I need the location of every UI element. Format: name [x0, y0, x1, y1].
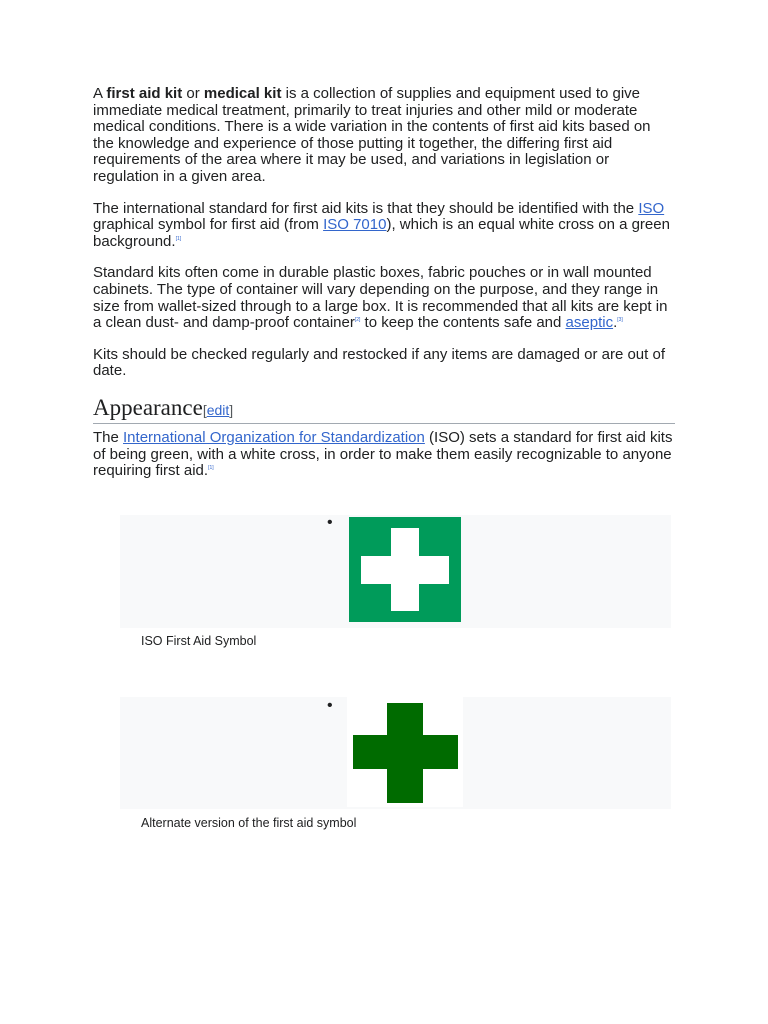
image-caption: Alternate version of the first aid symbol [141, 816, 357, 830]
bracket: ] [229, 401, 234, 418]
text: Standard kits often come in durable plastic boxes, fabric pouches or in wall mounted cabinets. The type of container will vary depending on the purpose, and they range in size from wallet-sized through to a large box. It is recommended that all kits are kept in a clean dust- and damp-proof container [93, 264, 668, 332]
cross-horizontal [353, 735, 458, 769]
cross-horizontal [361, 556, 449, 584]
text: A [93, 85, 107, 102]
list-bullet: • [327, 697, 333, 714]
text: or [182, 85, 204, 102]
heading-text: Appearance [93, 394, 203, 420]
link-iso[interactable]: ISO [638, 199, 665, 217]
link-iso-7010[interactable]: ISO 7010 [323, 216, 387, 234]
reference-link[interactable]: [1] [175, 235, 182, 242]
text: is a collection of supplies and equipment used to give immediate medical treatment, primarily to treat injuries and other mild or moderate medical conditions. There is a wide variation in the contents of first aid kits based on the knowledge and experience of those putting it together, the differing first aid requirements of the area where it may be used, and variations in legislation or regulation in a given area. [93, 85, 651, 185]
text: . [613, 314, 618, 332]
text: to keep the contents safe and [360, 314, 566, 332]
section-heading-appearance [93, 395, 675, 424]
link-aseptic[interactable]: aseptic [565, 314, 614, 332]
intro-paragraph-2 [93, 201, 675, 251]
reference-link[interactable]: [3] [617, 317, 623, 324]
link-iso-organization[interactable]: International Organization for Standardization [123, 428, 425, 446]
list-bullet: • [327, 514, 333, 531]
reference-link[interactable]: [2] [354, 317, 361, 324]
alternate-first-aid-symbol-icon[interactable] [347, 697, 463, 807]
intro-paragraph-4: Kits should be checked regularly and restocked if any items are damaged or are out of date. [93, 345, 665, 380]
text: (ISO) sets a standard for first aid kits of being green, with a white cross, in order to make them easily recognizable to anyone requiring first aid. [93, 428, 673, 480]
text: The [93, 428, 124, 446]
text: The international standard for first aid kits is that they should be identified with the [93, 199, 639, 217]
term-first-aid-kit: first aid kit [106, 85, 183, 102]
appearance-paragraph [93, 430, 675, 480]
intro-paragraph-3 [93, 265, 675, 331]
article-body [93, 86, 675, 495]
iso-first-aid-symbol-icon[interactable] [349, 517, 461, 622]
edit-section [203, 402, 233, 418]
term-medical-kit: medical kit [203, 85, 282, 102]
reference-link[interactable]: [1] [208, 465, 214, 472]
image-caption: ISO First Aid Symbol [141, 634, 257, 648]
intro-paragraph-1 [93, 86, 675, 186]
bracket: [ [202, 401, 207, 418]
text: ), which is an equal white cross on a green background. [93, 216, 670, 250]
edit-link[interactable]: edit [206, 401, 230, 418]
text: graphical symbol for first aid (from [93, 216, 324, 234]
